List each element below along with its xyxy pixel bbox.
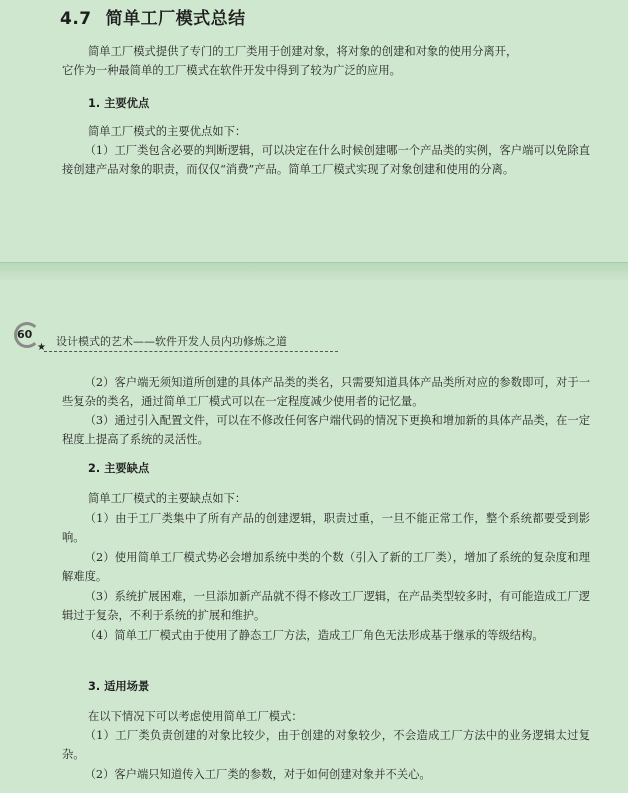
section-number: 4.7 bbox=[60, 9, 92, 29]
disadvantage-3: （3）系统扩展困难，一旦添加新产品就不得不修改工厂逻辑，在产品类型较多时，有可能造成工厂逻辑过于复杂，不利于系统的扩展和维护。 bbox=[62, 590, 590, 622]
advantage-3: （3）通过引入配置文件，可以在不修改任何客户端代码的情况下更换和增加新的具体产品类，在一定程度上提高了系统的灵活性。 bbox=[62, 414, 590, 446]
intro-line-2: 它作为一种最简单的工厂模式在软件开发中得到了较为广泛的应用。 bbox=[62, 64, 401, 77]
intro-line-1: 简单工厂模式提供了专门的工厂类用于创建对象，将对象的创建和对象的使用分离开， bbox=[88, 45, 518, 58]
advantage-2: （2）客户端无须知道所创建的具体产品类的类名，只需要知道具体产品类所对应的参数即可，对于一些复杂的类名，通过简单工厂模式可以在一定程度减少使用者的记忆量。 bbox=[62, 376, 590, 408]
disadvantages-heading: 2. 主要缺点 bbox=[88, 462, 150, 475]
scenario-1: （1）工厂类负责创建的对象比较少，由于创建的对象较少，不会造成工厂方法中的业务逻辑太过复杂。 bbox=[62, 729, 590, 761]
page-number: 60 bbox=[17, 328, 33, 341]
disadvantage-1: （1）由于工厂类集中了所有产品的创建逻辑，职责过重，一旦不能正常工作，整个系统都要受到影响。 bbox=[62, 512, 590, 544]
disadvantage-2: （2）使用简单工厂模式势必会增加系统中类的个数（引入了新的工厂类），增加了系统的复杂度和理解难度。 bbox=[62, 551, 590, 583]
page-number-badge bbox=[14, 322, 44, 352]
running-header: 设计模式的艺术——软件开发人员内功修炼之道 bbox=[56, 335, 287, 348]
upper-book-page bbox=[0, 0, 628, 262]
page-gutter bbox=[0, 262, 628, 281]
section-title-text: 简单工厂模式总结 bbox=[105, 9, 246, 29]
advantages-intro: 简单工厂模式的主要优点如下： bbox=[88, 125, 247, 138]
header-divider bbox=[44, 351, 338, 352]
scenarios-heading: 3. 适用场景 bbox=[88, 680, 150, 693]
advantage-1: （1）工厂类包含必要的判断逻辑，可以决定在什么时候创建哪一个产品类的实例，客户端可以免除直接创建产品对象的职责，而仅仅“消费”产品。简单工厂模式实现了对象创建和使用的分离。 bbox=[62, 144, 590, 176]
scenarios-intro: 在以下情况下可以考虑使用简单工厂模式： bbox=[88, 710, 303, 723]
scenario-2: （2）客户端只知道传入工厂类的参数，对于如何创建对象并不关心。 bbox=[84, 768, 431, 781]
section-title bbox=[60, 4, 246, 29]
disadvantages-intro: 简单工厂模式的主要缺点如下： bbox=[88, 492, 247, 505]
disadvantage-4: （4）简单工厂模式由于使用了静态工厂方法，造成工厂角色无法形成基于继承的等级结构。 bbox=[84, 629, 544, 642]
advantages-heading: 1. 主要优点 bbox=[88, 97, 150, 110]
star-icon: ★ bbox=[37, 342, 46, 353]
